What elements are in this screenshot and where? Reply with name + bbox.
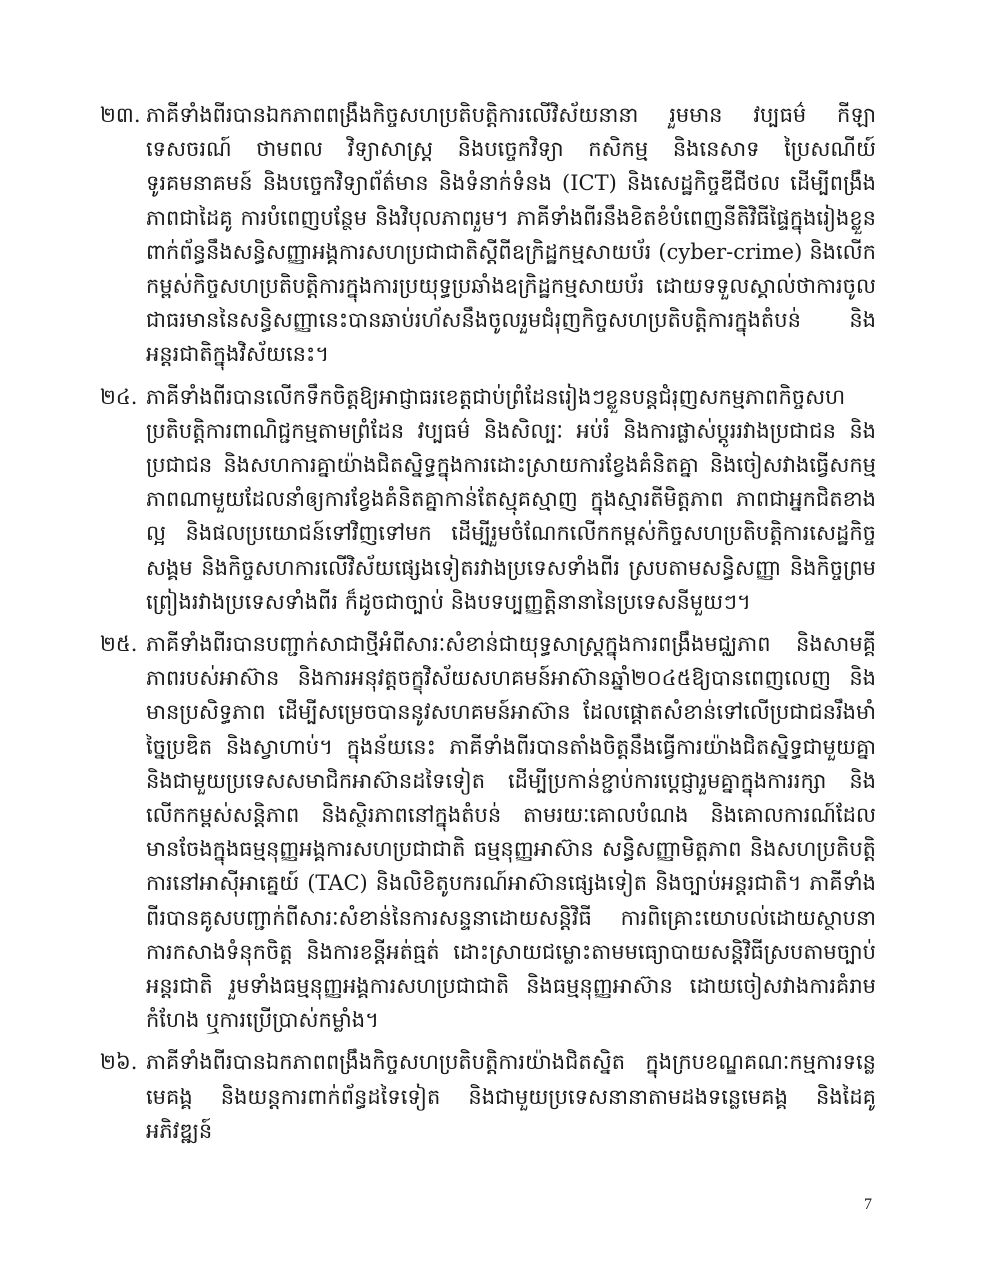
paragraph-text: ភាគីទាំងពីរបានឯកភាពពង្រឹងកិច្ចសហប្រតិបត្តិការយ៉ាងជិតស្និត ក្នុងក្របខណ្ឌគណៈកម្មការទន្លេមេគង្គ និងយន្តការពាក់ព័ន្ធដទៃទៀត និងជាមួយប្រទេសនានាតាមដងទន្លេមេគង្គ និងដៃគូអភិវឌ្ឍន៍ [146, 1050, 876, 1143]
paragraph-text: ភាគីទាំងពីរបានបញ្ជាក់សាជាថ្មីអំពីសារៈសំខាន់ជាយុទ្ធសាស្ត្រក្នុងការពង្រឹងមជ្ឈភាព និងសាមគ្គីភាពរបស់អាស៊ាន និងការអនុវត្តចក្ខុវិស័យសហគមន៍អាស៊ានឆ្នាំ២០៤៥ឱ្យបានពេញលេញ និងមានប្រសិទ្ធភាព ដើម្បីសម្រេចបាននូវសហគមន៍អាស៊ាន ដែលផ្តោតសំខាន់ទៅលើប្រជាជនរឹងមាំ ច្នៃប្រឌិត និងស្វាហាប់។ ក្នុងន័យនេះ ភាគីទាំងពីរបានតាំងចិត្តនឹងធ្វើការយ៉ាងជិតស្និទ្ធជាមួយគ្នា និងជាមួយប្រទេសសមាជិកអាស៊ានដទៃទៀត ដើម្បីប្រកាន់ខ្ជាប់ការប្តេជ្ញារួមគ្នាក្នុងការរក្សា និងលើកកម្ពស់សន្តិភាព និងស្ថិរភាពនៅក្នុងតំបន់ តាមរយៈគោលបំណង និងគោលការណ៍ដែលមានចែងក្នុងធម្មនុញ្ញអង្គការសហប្រជាជាតិ ធម្មនុញ្ញអាស៊ាន សន្ធិសញ្ញាមិត្តភាព និងសហប្រតិបត្តិការនៅអាស៊ីអាគ្នេយ៍ (TAC) និងលិខិតូបករណ៍អាស៊ានផ្សេងទៀត និងច្បាប់អន្តរជាតិ។ ភាគីទាំងពីរបានគូសបញ្ជាក់ពីសារៈសំខាន់នៃការសន្ទនាដោយសន្តិវិធី ការពិគ្រោះយោបល់ដោយស្ថាបនា ការកសាងទំនុកចិត្ត និងការខន្តីអត់ធ្មត់ ដោះស្រាយជម្លោះតាមមធ្យោបាយសន្តិវិធីស្របតាមច្បាប់អន្តរជាតិ រួមទាំងធម្មនុញ្ញអង្គការសហប្រជាជាតិ និងធម្មនុញ្ញអាស៊ាន ដោយចៀសវាងការគំរាមកំហែង ឬការប្រើប្រាស់កម្លាំង។ [146, 632, 876, 1033]
paragraph-25 [100, 627, 876, 1037]
paragraph-26 [100, 1045, 876, 1148]
paragraph-text: ភាគីទាំងពីរបានលើកទឹកចិត្តឱ្យអាជ្ញាធរខេត្តជាប់ព្រំដែនរៀងៗខ្លួនបន្តជំរុញសកម្មភាពកិច្ចសហប្រតិបត្តិការពាណិជ្ជកម្មតាមព្រំដែន វប្បធម៌ និងសិល្បៈ អប់រំ និងការផ្លាស់ប្តូររវាងប្រជាជន និងប្រជាជន និងសហការគ្នាយ៉ាងជិតស្និទ្ធក្នុងការដោះស្រាយការខ្វែងគំនិតគ្នា និងចៀសវាងធ្វើសកម្មភាពណាមួយដែលនាំឲ្យការខ្វែងគំនិតគ្នាកាន់តែស្មុគស្មាញ ក្នុងស្មារតីមិត្តភាព ភាពជាអ្នកជិតខាងល្អ និងផលប្រយោជន៍ទៅវិញទៅមក ដើម្បីរួមចំណែកលើកកម្ពស់កិច្ចសហប្រតិបត្តិការសេដ្ឋកិច្ចសង្គម និងកិច្ចសហការលើវិស័យផ្សេងទៀតរវាងប្រទេសទាំងពីរ ស្របតាមសន្ធិសញ្ញា និងកិច្ចព្រមព្រៀងរវាងប្រទេសទាំងពីរ ក៏ដូចជាច្បាប់ និងបទប្បញ្ញត្តិនានានៃប្រទេសនីមួយៗ។ [146, 384, 876, 614]
paragraph-23 [100, 98, 876, 372]
paragraph-number: ២៦. [100, 1050, 138, 1075]
paragraph-number: ២៣. [100, 103, 141, 127]
page-number: 7 [864, 1196, 872, 1213]
paragraph-number: ២៤. [100, 384, 138, 409]
paragraph-24 [100, 380, 876, 619]
paragraph-text: ភាគីទាំងពីរបានឯកភាពពង្រឹងកិច្ចសហប្រតិបត្តិការលើវិស័យនានា រួមមាន វប្បធម៌ កីឡា ទេសចរណ៍ ថាមពល វិទ្យាសាស្ត្រ និងបច្ចេកវិទ្យា កសិកម្ម និងនេសាទ ប្រៃសណីយ៍ ទូរគមនាគមន៍ និងបច្ចេកវិទ្យាព័ត៌មាន និងទំនាក់ទំនង (ICT) និងសេដ្ឋកិច្ចឌីជីថល ដើម្បីពង្រឹងភាពជាដៃគូ ការបំពេញបន្ថែម និងវិបុលភាពរួម។ ភាគីទាំងពីរនឹងខិតខំបំពេញនីតិវិធីផ្ទៃក្នុងរៀងខ្លួន ពាក់ព័ន្ធនឹងសន្ធិសញ្ញាអង្គការសហប្រជាជាតិស្តីពីឧក្រិដ្ឋកម្មសាយប័រ (cyber-crime) និងលើកកម្ពស់កិច្ចសហប្រតិបត្តិការក្នុងការប្រយុទ្ធប្រឆាំងឧក្រិដ្ឋកម្មសាយប័រ ដោយទទួលស្គាល់ថាការចូលជាធរមាននៃសន្ធិសញ្ញានេះបានឆាប់រហ័សនឹងចូលរួមជំរុញកិច្ចសហប្រតិបត្តិការក្នុងតំបន់ និងអន្តរជាតិក្នុងវិស័យនេះ។ [146, 103, 876, 367]
paragraph-number: ២៥. [100, 632, 138, 657]
